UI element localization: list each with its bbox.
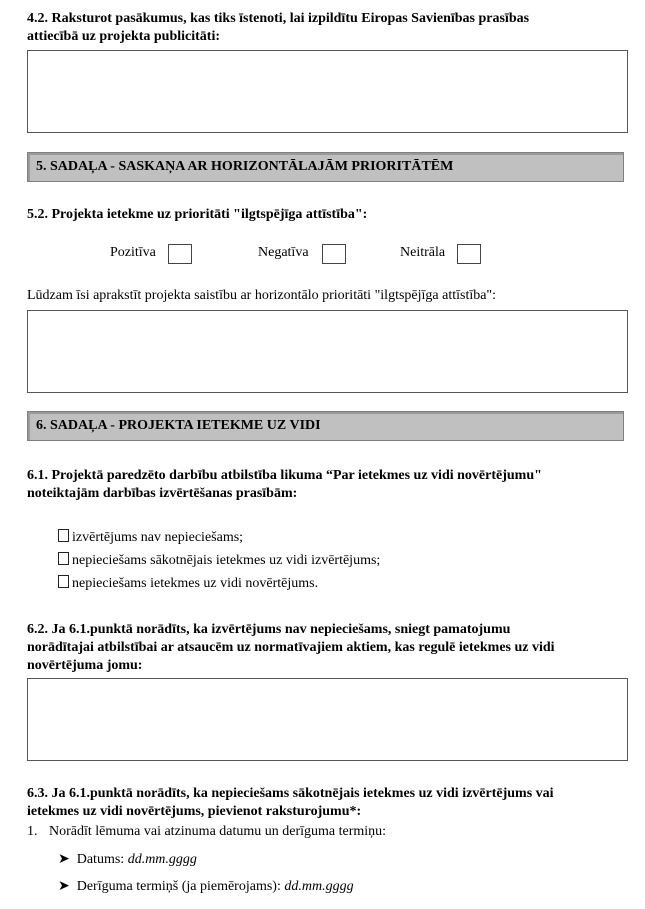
publicity-measures-textbox[interactable] bbox=[27, 50, 628, 133]
date-label: Datums: bbox=[76, 852, 125, 867]
list-item-1-text: Norādīt lēmuma vai atzinuma datumu un derīguma termiņu: bbox=[49, 824, 387, 839]
sustainability-instruction: Lūdzam īsi aprakstīt projekta saistību ar horizontālo prioritāti "ilgtspējīga attīstība": bbox=[27, 288, 497, 303]
question-6-2-line2: norādītajai atbilstībai ar atsaucēm uz normatīvajiem aktiem, kas regulē ietekmes uz vidi bbox=[27, 640, 555, 655]
arrow-bullet-icon: ➤ bbox=[58, 851, 70, 867]
arrow-bullet-icon: ➤ bbox=[58, 878, 70, 894]
date-row bbox=[58, 851, 197, 868]
choice-no-assessment-label: izvērtējums nav nepieciešams; bbox=[72, 530, 244, 545]
section-6-title: 6. SADAĻA - PROJEKTA IETEKME UZ VIDI bbox=[36, 418, 321, 433]
option-positive bbox=[110, 245, 156, 261]
question-6-2-line3: novērtējuma jomu: bbox=[27, 658, 143, 673]
choice-no-assessment[interactable] bbox=[58, 529, 243, 546]
question-6-1-line2: noteiktajām darbības izvērtēšanas prasībām: bbox=[27, 486, 298, 501]
checkbox-icon[interactable] bbox=[58, 552, 69, 565]
date-value[interactable]: dd.mm.gggg bbox=[127, 852, 197, 867]
option-negative bbox=[258, 245, 309, 261]
choice-full-assessment-label: nepieciešams ietekmes uz vidi novērtējums. bbox=[72, 576, 319, 591]
validity-label: Derīguma termiņš (ja piemērojams): bbox=[76, 879, 281, 894]
checkbox-icon[interactable] bbox=[58, 575, 69, 588]
question-6-1-line1: 6.1. Projektā paredzēto darbību atbilstība likuma “Par ietekmes uz vidi novērtējumu" bbox=[27, 468, 542, 483]
neutral-checkbox[interactable] bbox=[457, 244, 481, 264]
list-item-1 bbox=[27, 824, 38, 840]
question-6-1 bbox=[27, 467, 637, 503]
justification-textbox[interactable] bbox=[27, 678, 628, 761]
negative-checkbox[interactable] bbox=[322, 244, 346, 264]
question-6-3 bbox=[27, 785, 637, 821]
choice-initial-assessment[interactable] bbox=[58, 552, 380, 569]
section-5-title: 5. SADAĻA - SASKAŅA AR HORIZONTĀLAJĀM PRIORITĀTĒM bbox=[36, 159, 454, 174]
question-4-2 bbox=[27, 10, 627, 46]
question-4-2-line2: attiecībā uz projekta publicitāti: bbox=[27, 29, 221, 44]
checkbox-icon[interactable] bbox=[58, 529, 69, 542]
question-6-2 bbox=[27, 621, 637, 675]
list-item-1-number: 1. bbox=[27, 824, 38, 839]
choice-full-assessment[interactable] bbox=[58, 575, 318, 592]
option-neutral bbox=[400, 245, 445, 261]
option-neutral-label: Neitrāla bbox=[400, 245, 446, 260]
validity-row bbox=[58, 878, 354, 895]
question-6-2-line1: 6.2. Ja 6.1.punktā norādīts, ka izvērtējums nav nepieciešams, sniegt pamatojumu bbox=[27, 622, 511, 637]
question-5-2-title: 5.2. Projekta ietekme uz prioritāti "ilgtspējīga attīstība": bbox=[27, 207, 368, 222]
section-6-header bbox=[27, 411, 624, 441]
validity-value[interactable]: dd.mm.gggg bbox=[284, 879, 354, 894]
option-negative-label: Negatīva bbox=[258, 245, 309, 260]
section-5-header bbox=[27, 152, 624, 182]
choice-initial-assessment-label: nepieciešams sākotnējais ietekmes uz vidi izvērtējums; bbox=[72, 553, 381, 568]
option-positive-label: Pozitīva bbox=[110, 245, 156, 260]
positive-checkbox[interactable] bbox=[168, 244, 192, 264]
question-4-2-line1: 4.2. Raksturot pasākumus, kas tiks īstenoti, lai izpildītu Eiropas Savienības prasības bbox=[27, 11, 530, 26]
question-6-3-line1: 6.3. Ja 6.1.punktā norādīts, ka nepieciešams sākotnējais ietekmes uz vidi izvērtējums vai bbox=[27, 786, 554, 801]
sustainability-description-textbox[interactable] bbox=[27, 310, 628, 393]
question-6-3-line2: ietekmes uz vidi novērtējums, pievienot raksturojumu*: bbox=[27, 804, 362, 819]
